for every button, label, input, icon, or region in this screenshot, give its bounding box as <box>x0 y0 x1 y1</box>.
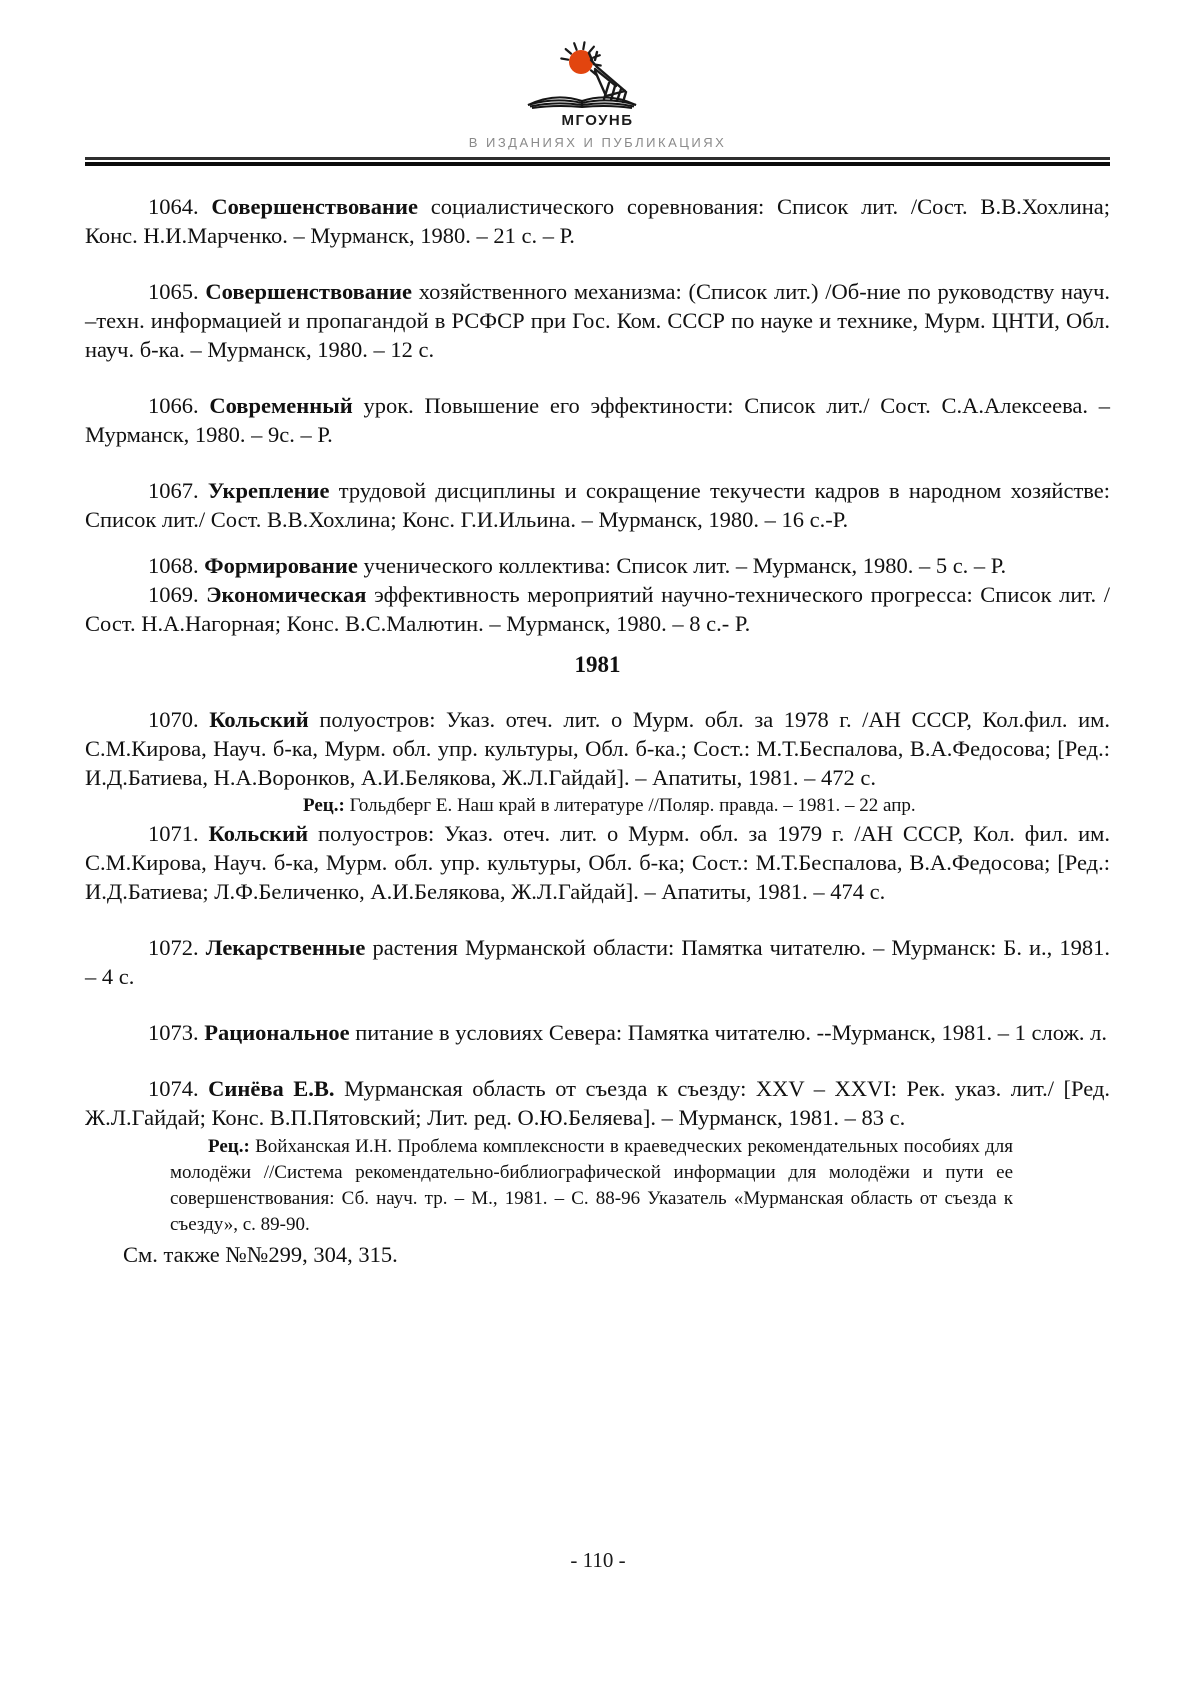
entry-title-lead: Современный <box>209 393 353 418</box>
entry-number: 1073. <box>148 1020 199 1045</box>
entry-number: 1069. <box>148 582 199 607</box>
entry-number: 1071. <box>148 821 199 846</box>
entry-text: питание в условиях Севера: Памятка читателю. --Мурманск, 1981. – 1 слож. л. <box>355 1020 1108 1045</box>
bib-entry-1066 <box>85 391 1110 449</box>
entry-text: урок. Повышение его эффектиности: Список лит./ Сост. С.А.Алексеева. – Мурманск, 1980. – 9с. – Р. <box>85 393 1111 447</box>
mgounb-deer-book-logo-icon <box>478 40 718 110</box>
header-double-rule <box>85 157 1110 166</box>
entry-number: 1067. <box>148 478 199 503</box>
bib-entry-1069 <box>85 580 1110 638</box>
bib-entry-1068 <box>85 551 1110 580</box>
entry-text: социалистического соревнования: Список лит. /Сост. В.В.Хохлина; Конс. Н.И.Марченко. – Мурманск, 1980. – 21 с. – Р. <box>85 194 1111 248</box>
bib-entry-1071 <box>85 819 1110 906</box>
series-banner-title: В ИЗДАНИЯХ И ПУБЛИКАЦИЯХ <box>468 135 727 150</box>
entry-text: растения Мурманской области: Памятка читателю. – Мурманск: Б. и., 1981. – 4 с. <box>85 935 1111 989</box>
review-label: Рец.: <box>208 1136 250 1157</box>
entry-text: Мурманская область от съезда к съезду: XXV – XXVI: Рек. указ. лит./ [Ред. Ж.Л.Гайдай; Конс. В.П.Пятовский; Лит. ред. О.Ю.Беляева]. – Мурманск, 1981. – 83 с. <box>85 1076 1111 1130</box>
entry-title-lead: Совершенствование <box>205 279 412 304</box>
review-text: Войханская И.Н. Проблема комплексности в краеведческих рекомендательных пособиях для молодёжи //Система рекомендательно-библиографической информации для молодёжи и пути ее совершенствования: Сб. науч. тр. – М., 1981. – С. 88-96 Указатель «Мурманская область от съезда к съезду», с. 89-90. <box>170 1136 1013 1235</box>
entry-number: 1066. <box>148 393 199 418</box>
page-number: - 110 - <box>570 1548 626 1572</box>
entry-number: 1064. <box>148 194 199 219</box>
review-text: Гольдберг Е. Наш край в литературе //Поляр. правда. – 1981. – 22 апр. <box>349 795 916 816</box>
entry-title-lead: Укрепление <box>207 478 330 503</box>
entry-number: 1065. <box>148 279 199 304</box>
review-note-1074 <box>170 1134 1013 1238</box>
entry-number: 1074. <box>148 1076 199 1101</box>
bib-entry-1073 <box>85 1018 1110 1047</box>
entry-title-lead: Лекарственные <box>205 935 366 960</box>
entry-text: хозяйственного механизма: (Список лит.) /Об-ние по руководству науч. –техн. информацией и пропагандой в РСФСР при Гос. Ком. СССР по науке и технике, Мурм. ЦНТИ, Обл. науч. б-ка. – Мурманск, 1980. – 12 с. <box>85 279 1111 362</box>
bib-entry-1064 <box>85 192 1110 250</box>
entry-title-lead: Кольский <box>208 821 309 846</box>
entry-text: ученического коллектива: Список лит. – Мурманск, 1980. – 5 с. – Р. <box>363 553 1007 578</box>
entry-number: 1072. <box>148 935 199 960</box>
page-header <box>85 0 1110 166</box>
bibliography-content <box>85 166 1110 1269</box>
entry-text: эффективность мероприятий научно-технического прогресса: Список лит. /Сост. Н.А.Нагорная; Конс. В.С.Малютин. – Мурманск, 1980. – 8 с.- Р. <box>85 582 1111 636</box>
entry-title-lead: Совершенствование <box>211 194 418 219</box>
review-note-1070 <box>303 793 1110 819</box>
entry-text: полуостров: Указ. отеч. лит. о Мурм. обл. за 1978 г. /АН СССР, Кол.фил. им. С.М.Кирова, Науч. б-ка, Мурм. обл. упр. культуры, Обл. б-ка.; Сост.: М.Т.Беспалова, В.А.Федосова; [Ред.: И.Д.Батиева, Н.А.Воронков, А.И.Белякова, Ж.Л.Гайдай]. – Апатиты, 1981. – 472 с. <box>85 707 1111 790</box>
bib-entry-1067 <box>85 476 1110 534</box>
entry-title-lead: Экономическая <box>206 582 367 607</box>
entry-title-lead: Рациональное <box>204 1020 350 1045</box>
entry-title-lead: Формирование <box>204 553 358 578</box>
entry-title-lead: Синёва Е.В. <box>208 1076 335 1101</box>
bib-entry-1074 <box>85 1074 1110 1132</box>
deer-icon <box>589 52 626 102</box>
open-book-icon <box>528 97 636 108</box>
bib-entry-1070 <box>85 705 1110 792</box>
bib-entry-1072 <box>85 933 1110 991</box>
entry-text: полуостров: Указ. отеч. лит. о Мурм. обл. за 1979 г. /АН СССР, Кол. фил. им. С.М.Кирова, Науч. б-ка, Мурм. обл. упр. культуры, Обл. б-ка; Сост.: М.Т.Беспалова, В.А.Федосова; [Ред.: И.Д.Батиева; Л.Ф.Беличенко, А.И.Белякова, Ж.Л.Гайдай]. – Апатиты, 1981. – 474 с. <box>85 821 1111 904</box>
review-label: Рец.: <box>303 795 345 816</box>
entry-number: 1068. <box>148 553 199 578</box>
bib-entry-1065 <box>85 277 1110 364</box>
see-also-note: См. также №№299, 304, 315. <box>123 1242 398 1267</box>
year-heading: 1981 <box>574 652 621 677</box>
entry-text: трудовой дисциплины и сокращение текучести кадров в народном хозяйстве: Список лит./ Сост. В.В.Хохлина; Конс. Г.И.Ильина. – Мурманск, 1980. – 16 с.-Р. <box>85 478 1111 532</box>
entry-number: 1070. <box>148 707 199 732</box>
library-acronym: МГОУНБ <box>561 112 634 129</box>
entry-title-lead: Кольский <box>209 707 309 732</box>
